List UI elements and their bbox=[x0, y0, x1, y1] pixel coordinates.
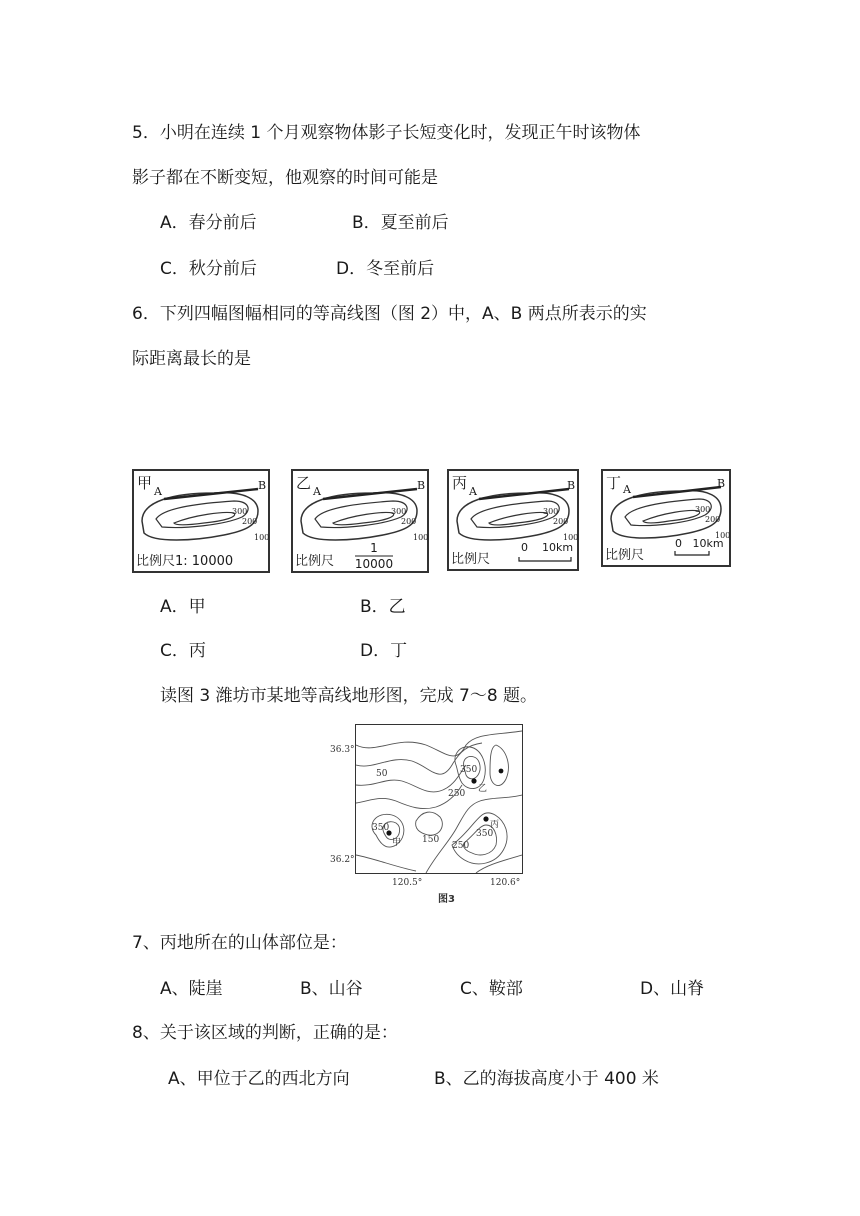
contour-label: 350 bbox=[460, 765, 478, 775]
instruction-text: 读图 3 潍坊市某地等高线地形图，完成 7～8 题。 bbox=[160, 686, 538, 706]
q7-option-a: A、陡崖 bbox=[160, 979, 223, 999]
q6-option-d: D．丁 bbox=[360, 641, 408, 661]
lon-left-label: 120.5° bbox=[392, 878, 423, 888]
scale-text: 比例尺 bbox=[295, 554, 335, 569]
contour-lines bbox=[356, 725, 522, 873]
place-label-yi: 乙 bbox=[478, 784, 488, 794]
figure-3-caption: 图3 bbox=[438, 894, 455, 905]
contour-map-figure-3 bbox=[355, 724, 523, 874]
q8-option-a: A、甲位于乙的西北方向 bbox=[168, 1069, 350, 1089]
place-label-bing: 丙 bbox=[490, 820, 500, 830]
lat-top-label: 36.3° bbox=[330, 745, 355, 755]
point-b-label: B bbox=[258, 479, 267, 492]
point-b-label: B bbox=[717, 477, 726, 490]
scale-text: 比例尺 bbox=[605, 548, 645, 563]
figure-title: 乙 bbox=[296, 474, 312, 492]
contour-label: 50 bbox=[376, 769, 388, 779]
q6-option-a: A．甲 bbox=[160, 597, 206, 617]
lat-bottom-label: 36.2° bbox=[330, 855, 355, 865]
place-label-jia: 甲 bbox=[392, 838, 402, 848]
q6-stem-line2: 际距离最长的是 bbox=[132, 349, 251, 369]
q8-option-b: B、乙的海拔高度小于 400 米 bbox=[434, 1069, 659, 1089]
q7-option-d: D、山脊 bbox=[640, 979, 705, 999]
q5-option-d: D．冬至前后 bbox=[336, 259, 435, 279]
point-a-label: A bbox=[313, 485, 321, 498]
contour-label-300: 300 bbox=[391, 507, 407, 516]
q8-stem: 8、关于该区域的判断，正确的是： bbox=[132, 1023, 398, 1043]
contour-label: 150 bbox=[422, 835, 440, 845]
scale-bar-label: 0 10km bbox=[521, 541, 574, 554]
contour-label: 350 bbox=[476, 829, 494, 839]
contour-figure-ding bbox=[601, 469, 731, 567]
scale-bar-label: 0 10km bbox=[675, 537, 724, 550]
scale-text: 比例尺1: 10000 bbox=[136, 554, 234, 569]
contour-label-200: 200 bbox=[401, 517, 417, 526]
contour-label-100: 100 bbox=[413, 533, 429, 542]
place-marker-extra bbox=[499, 769, 504, 774]
q5-stem-line2: 影子都在不断变短，他观察的时间可能是 bbox=[132, 168, 438, 188]
contour-label-200: 200 bbox=[242, 517, 258, 526]
contour-label-200: 200 bbox=[705, 515, 721, 524]
contour-label-300: 300 bbox=[695, 505, 711, 514]
q6-stem-line1: 6．下列四幅图幅相同的等高线图（图 2）中，A、B 两点所表示的实 bbox=[132, 304, 647, 324]
figure-title: 甲 bbox=[137, 474, 153, 492]
contour-label-300: 300 bbox=[232, 507, 248, 516]
point-a-label: A bbox=[469, 485, 477, 498]
figure-title: 丙 bbox=[452, 474, 468, 492]
point-b-label: B bbox=[567, 479, 576, 492]
q5-option-a: A．春分前后 bbox=[160, 213, 257, 233]
place-marker-yi bbox=[471, 778, 476, 783]
q7-option-b: B、山谷 bbox=[300, 979, 363, 999]
point-b-label: B bbox=[417, 479, 426, 492]
point-a-label: A bbox=[623, 483, 631, 496]
scale-text: 比例尺 bbox=[451, 552, 491, 567]
contour-figure-yi bbox=[291, 469, 429, 573]
contour-figure-jia bbox=[132, 469, 270, 573]
scale-fraction-numerator: 1 bbox=[370, 541, 378, 555]
figure-title: 丁 bbox=[606, 474, 622, 492]
contour-label-100: 100 bbox=[715, 531, 731, 540]
contour-label-200: 200 bbox=[553, 517, 569, 526]
q5-stem-line1: 5．小明在连续 1 个月观察物体影子长短变化时，发现正午时该物体 bbox=[132, 123, 641, 143]
scale-fraction-denominator: 10000 bbox=[354, 557, 394, 571]
q7-stem: 7、丙地所在的山体部位是： bbox=[132, 933, 347, 953]
q5-option-b: B．夏至前后 bbox=[352, 213, 449, 233]
place-marker-bing bbox=[483, 816, 488, 821]
q7-option-c: C、鞍部 bbox=[460, 979, 523, 999]
contour-figure-bing bbox=[447, 469, 579, 571]
point-a-label: A bbox=[154, 485, 162, 498]
contour-label: 250 bbox=[448, 789, 466, 799]
contour-label-100: 100 bbox=[563, 533, 579, 542]
contour-label-300: 300 bbox=[543, 507, 559, 516]
contour-label: 350 bbox=[372, 823, 390, 833]
lon-right-label: 120.6° bbox=[490, 878, 521, 888]
q6-option-c: C．丙 bbox=[160, 641, 206, 661]
contour-label: 250 bbox=[452, 841, 470, 851]
contour-label-100: 100 bbox=[254, 533, 270, 542]
q6-option-b: B．乙 bbox=[360, 597, 406, 617]
q5-option-c: C．秋分前后 bbox=[160, 259, 257, 279]
